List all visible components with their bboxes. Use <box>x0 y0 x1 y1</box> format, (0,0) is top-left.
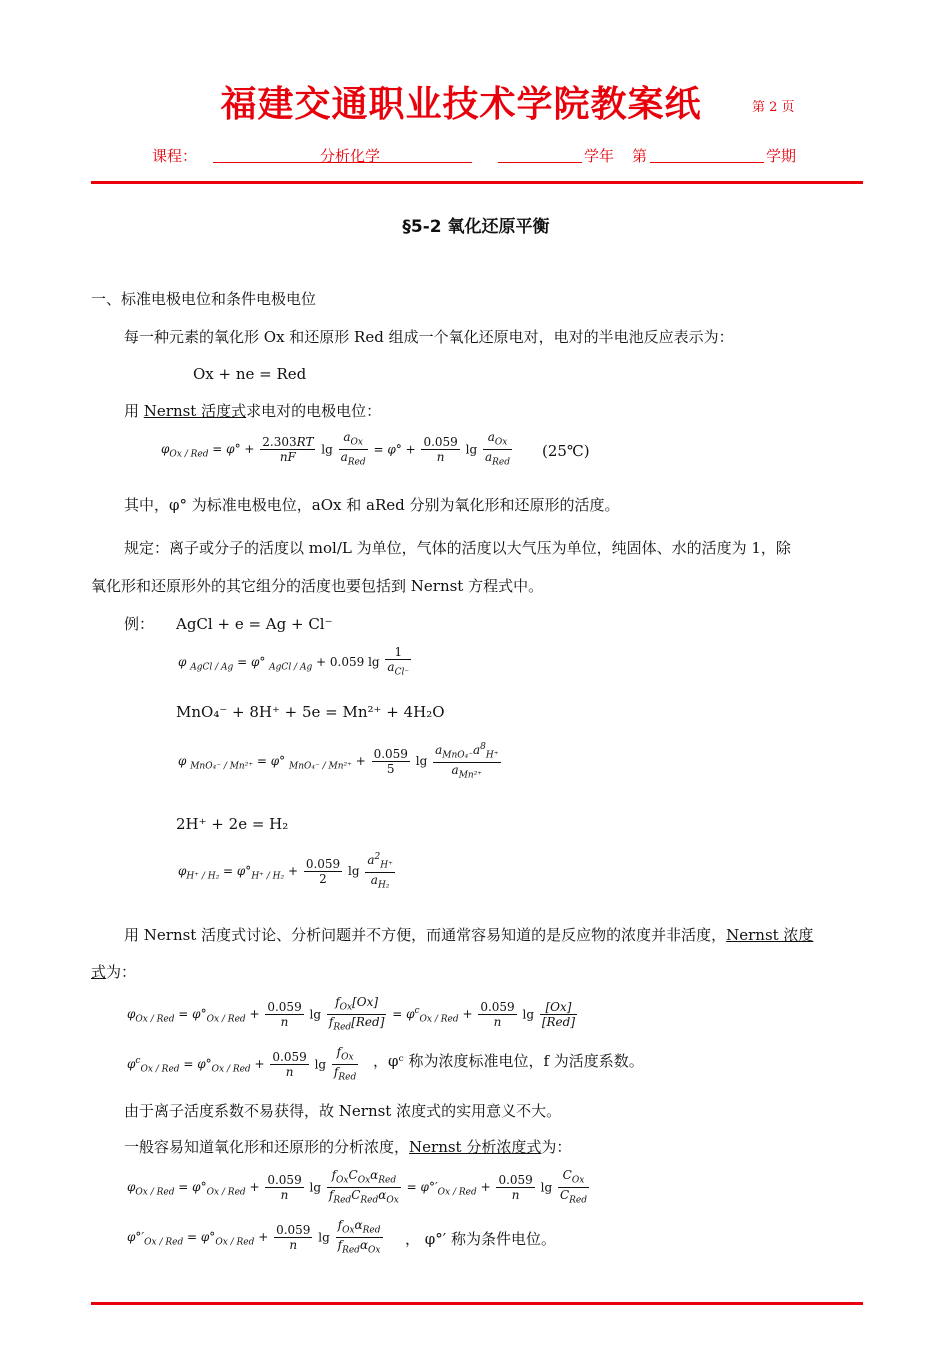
paragraph-1: 每一种元素的氧化形 Ox 和还原形 Red 组成一个氧化还原电对，电对的半电池反应表示为： <box>124 328 734 346</box>
equation-agcl: φ $_{AgCl / Ag}$ = φ° $_{AgCl / Ag}$ + 0.059 lg 1 $a_{Cl^-}$ <box>178 645 410 678</box>
paragraph-5-line1: 用 Nernst 活度式讨论、分析问题并不方便，而通常容易知道的是反应物的浓度并非活度，Nernst 浓度 <box>124 926 814 944</box>
equation-h2: $\varphi_{H^+ / H_2} = \varphi^\circ_{H^+ / H_2}$ + $\frac{0.059}{2}$ lg $\frac{a^2_{H^+}}{a_{H_2}}$ <box>178 852 393 891</box>
nernst-activity-link: Nernst 活度式 <box>143 402 247 420</box>
conc-standard-note: ，φᶜ 称为浓度标准电位，f 为活度系数。 <box>373 1052 644 1070</box>
equation-mno4: φ $_{MnO_4^- / Mn^{2+}}$ = φ° $_{MnO_4^- / Mn^{2+}}$ + $\frac{0.059}{5}$ lg $a_{MnO_4^-}a^8_{H^+}$ $a_{Mn^{2+}}$ <box>178 742 499 781</box>
nernst-concentration-link: Nernst 浓度 <box>726 926 814 944</box>
footer-rule <box>91 1302 863 1305</box>
term-prefix: 第 <box>632 147 648 165</box>
paragraph-5-line2: 式为： <box>91 963 137 981</box>
term-underline <box>650 162 764 163</box>
heading-1: 一、标准电极电位和条件电极电位 <box>91 290 317 308</box>
temperature-note: (25℃) <box>542 442 590 460</box>
paragraph-4-line2: 氧化形和还原形外的其它组分的活度也要包括到 Nernst 方程式中。 <box>91 577 544 595</box>
equation-nernst-concentration: $\varphi_{Ox / Red} = \varphi^\circ_{Ox / Red}$ + $\frac{0.059}{n}$ lg $f_{Ox}[Ox]$ $f_{Red}[Red]$ = $\varphi^c_{Ox / Red}$ + $\frac{0.059}{n}$ lg [Ox] [Red] <box>127 995 576 1033</box>
page-number: 第 2 页 <box>752 100 795 115</box>
reaction-h2: 2H⁺ + 2e = H₂ <box>176 815 289 833</box>
equation-conditional: $\varphi^\circ'_{Ox / Red} = \varphi^\circ_{Ox / Red}$ + $\frac{0.059}{n}$ lg $f_{Ox}\alpha_{Red}$ $f_{Red}\alpha_{Ox}$ <box>127 1218 381 1256</box>
example-label: 例： <box>124 615 155 633</box>
paragraph-4-line1: 规定：离子或分子的活度以 mol/L 为单位，气体的活度以大气压为单位，纯固体、水的活度为 1，除 <box>124 539 791 557</box>
nernst-analytical-link: Nernst 分析浓度式 <box>409 1138 542 1156</box>
conditional-note: ， φ°′ 称为条件电位。 <box>405 1230 556 1248</box>
section-title: §5-2 氧化还原平衡 <box>402 217 550 237</box>
header-rule <box>91 181 863 184</box>
paragraph-7: 一般容易知道氧化形和还原形的分析浓度，Nernst 分析浓度式为： <box>124 1138 572 1156</box>
paragraph-3: 其中，φ° 为标准电极电位，aOx 和 aRed 分别为氧化形和还原形的活度。 <box>124 496 620 514</box>
equation-nernst-analytical: $\varphi_{Ox / Red} = \varphi^\circ_{Ox / Red}$ + $\frac{0.059}{n}$ lg $f_{Ox}C_{Ox}\alpha_{Red}$ $f_{Red}C_{Red}\alpha_{Ox}$ = $\varphi^\circ'_{Ox / Red}$ + $\frac{0.059}{n}$ lg $C_{Ox}$ $C_{Red}$ <box>127 1168 588 1206</box>
term-label: 学期 <box>766 147 797 165</box>
school-year-label: 学年 <box>584 147 615 165</box>
paragraph-6: 由于离子活度系数不易获得，故 Nernst 浓度式的实用意义不大。 <box>124 1102 562 1120</box>
reaction-agcl: AgCl + e = Ag + Cl⁻ <box>176 615 333 633</box>
equation-nernst-activity: $\varphi_{Ox / Red} = \varphi^\circ$ + $\frac{2.303RT}{nF}$ lg $a_{Ox}$ $a_{Red}$ = φ° + $\frac{0.059}{n}$ lg $a_{Ox}$ $a_{Red}$ <box>161 430 511 468</box>
half-reaction: Ox + ne = Red <box>193 365 307 383</box>
page-header-title: 福建交通职业技术学院教案纸 <box>220 84 702 125</box>
paragraph-2: 用 Nernst 活度式求电对的电极电位： <box>124 402 382 420</box>
reaction-mno4: MnO₄⁻ + 8H⁺ + 5e = Mn²⁺ + 4H₂O <box>176 703 445 721</box>
course-label: 课程： <box>152 147 198 165</box>
year-underline <box>498 162 582 163</box>
course-value: 分析化学 <box>320 147 381 165</box>
equation-conc-standard: $\varphi^c_{Ox / Red} = \varphi^\circ_{Ox / Red}$ + $\frac{0.059}{n}$ lg $f_{Ox}$ $f_{Red}$ <box>127 1045 357 1083</box>
